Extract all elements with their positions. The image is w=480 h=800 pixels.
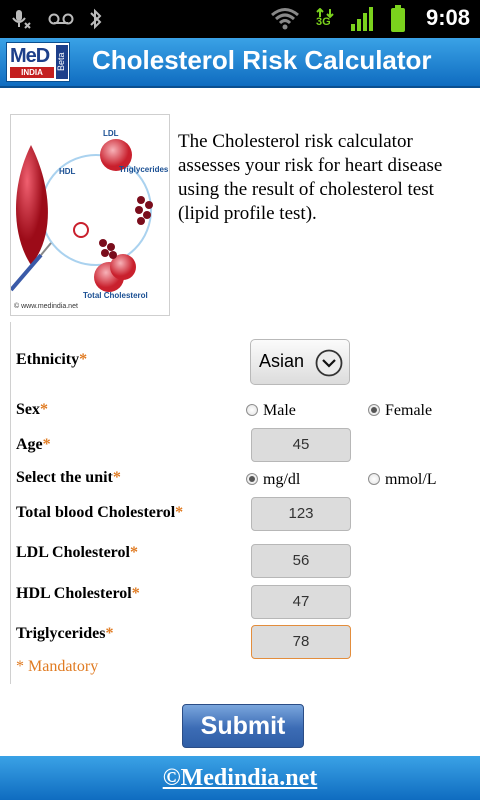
beta-badge: Beta <box>56 45 68 79</box>
ethnicity-select[interactable] <box>250 339 350 385</box>
ethnicity-selected-value: Asian <box>259 351 305 371</box>
cholesterol-illustration <box>10 114 170 316</box>
radio-button-icon <box>368 473 380 485</box>
required-marker: * <box>129 544 138 561</box>
hdl-input[interactable]: 47 <box>251 585 351 619</box>
ldl-cholesterol-label <box>16 544 138 562</box>
triglycerides-input[interactable]: 78 <box>251 625 351 659</box>
radio-selected-icon <box>368 404 380 416</box>
required-marker: * <box>175 504 184 521</box>
image-credit: © www.medindia.net <box>14 303 78 310</box>
required-marker: * <box>105 625 114 642</box>
ldl-input[interactable]: 56 <box>251 544 351 578</box>
medindia-link[interactable]: ©Medindia.net <box>162 765 318 791</box>
data-3g-icon <box>316 5 334 33</box>
radio-button-icon <box>246 404 258 416</box>
unit-option-mmol: mmol/L <box>385 471 437 488</box>
sex-option-female: Female <box>385 402 433 419</box>
illustration-drawing <box>11 115 169 315</box>
logo-text: MeD <box>10 45 50 67</box>
total-cholesterol-label: Total Cholesterol <box>83 291 148 300</box>
unit-label <box>16 469 121 487</box>
total-cholesterol-label-text: Total blood Cholesterol <box>16 504 176 521</box>
radio-selected-icon <box>246 473 258 485</box>
clock: 9:08 <box>425 5 470 30</box>
hdl-cholesterol-label <box>16 585 140 603</box>
hdl-label-text: HDL Cholesterol <box>16 585 132 602</box>
total-cholesterol-input[interactable]: 123 <box>251 497 351 531</box>
age-label-text: Age <box>16 436 43 453</box>
form-divider <box>10 322 11 684</box>
chevron-down-icon <box>315 349 343 377</box>
triglycerides-label: Triglycerides <box>119 165 169 174</box>
required-marker: * <box>112 469 121 486</box>
bluetooth-icon <box>88 7 104 31</box>
signal-icon <box>350 6 376 32</box>
app-title: Cholesterol Risk Calculator <box>92 45 432 75</box>
sex-label-text: Sex <box>16 401 40 418</box>
ethnicity-label <box>16 351 87 369</box>
battery-icon <box>390 5 406 33</box>
app-header <box>0 38 480 88</box>
sex-label <box>16 401 48 419</box>
triglycerides-label-text: Triglycerides <box>16 625 106 642</box>
wifi-icon <box>270 6 300 30</box>
microphone-icon <box>10 8 32 30</box>
age-input[interactable]: 45 <box>251 428 351 462</box>
medindia-logo <box>6 42 70 82</box>
age-label <box>16 436 51 454</box>
ethnicity-label-text: Ethnicity <box>16 351 80 368</box>
footer <box>0 756 480 800</box>
logo-subtext: INDIA <box>10 67 54 78</box>
mandatory-note: * Mandatory <box>16 658 99 675</box>
required-marker: * <box>79 351 88 368</box>
hdl-label: HDL <box>59 167 76 176</box>
required-marker: * <box>42 436 51 453</box>
sex-option-male: Male <box>263 402 296 419</box>
triglycerides-label <box>16 625 113 643</box>
submit-button[interactable]: Submit <box>182 704 304 748</box>
total-cholesterol-label <box>16 504 183 522</box>
network-type-label: 3G <box>316 16 331 28</box>
unit-option-mgdl: mg/dl <box>263 471 301 488</box>
unit-label-text: Select the unit <box>16 469 113 486</box>
intro-text: The Cholesterol risk calculator assesses your risk for heart disease using the result of cholesterol test (lipid profile test). <box>178 131 443 224</box>
status-bar <box>0 0 480 38</box>
voicemail-icon <box>48 12 74 26</box>
ldl-label: LDL <box>103 129 119 138</box>
required-marker: * <box>40 401 48 418</box>
required-marker: * <box>131 585 140 602</box>
ldl-label-text: LDL Cholesterol <box>16 544 130 561</box>
